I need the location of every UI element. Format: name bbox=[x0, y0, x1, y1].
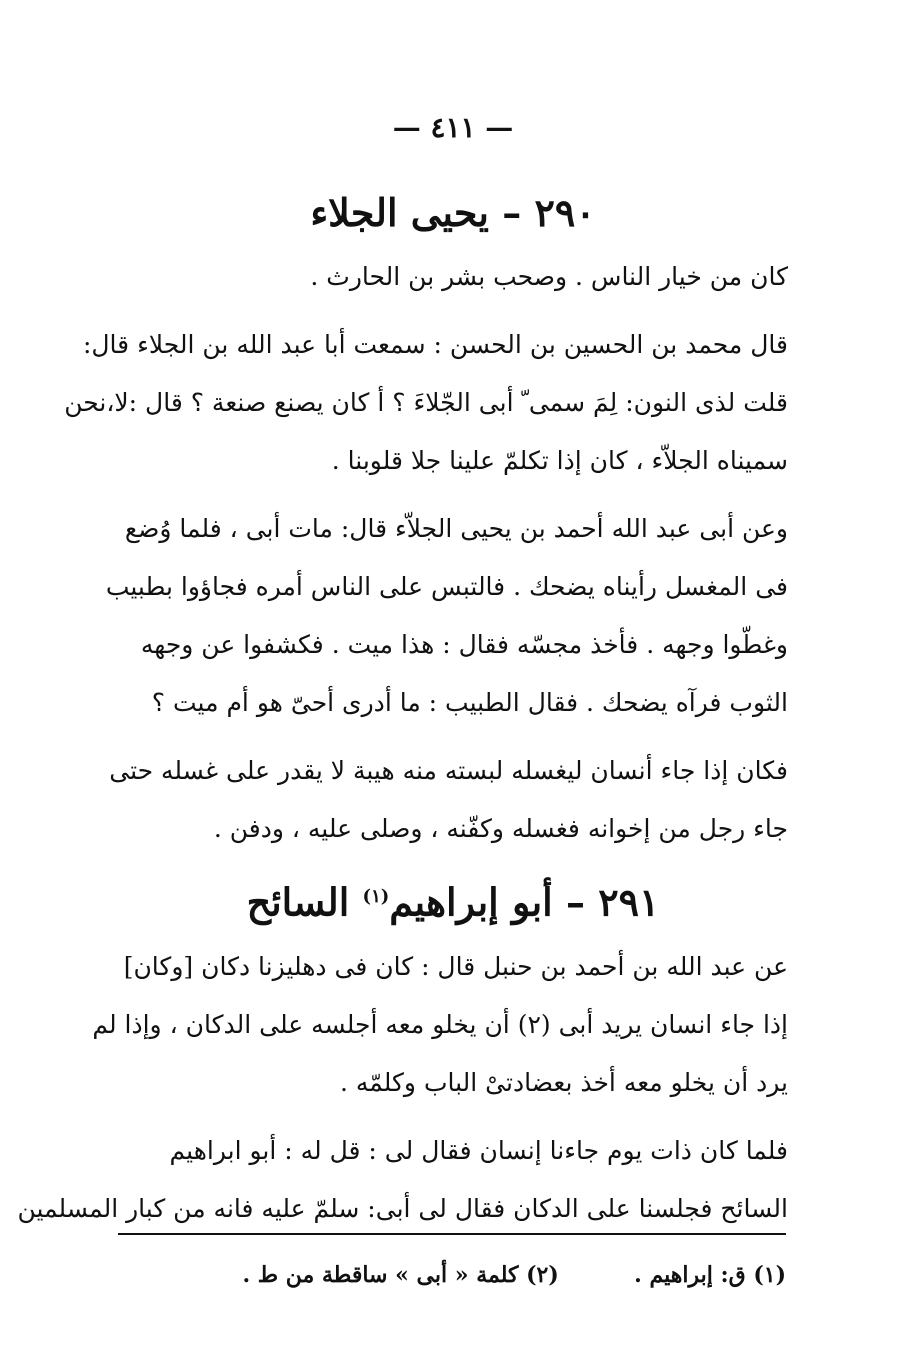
entry-291-paragraph-1 bbox=[92, 938, 788, 1112]
text-line: إذا جاء انسان يريد أبى (٢) أن يخلو معه أجلسه على الدكان ، وإذا لم bbox=[92, 1009, 788, 1039]
footnote-2: (٢) كلمة « أبى » ساقطة من ط . bbox=[242, 1262, 559, 1288]
footnote-marker: (١) bbox=[362, 886, 390, 907]
page-number: — ٤١١ — bbox=[392, 111, 514, 144]
text-line: السائح فجلسنا على الدكان فقال لى أبى: سلمّ عليه فانه من كبار المسلمين bbox=[17, 1193, 788, 1223]
text-line: وغطّوا وجهه . فأخذ مجسّه فقال : هذا ميت . فكشفوا عن وجهه bbox=[140, 630, 788, 659]
entry-290-paragraph-4 bbox=[109, 742, 788, 858]
text-line: فى المغسل رأيناه يضحك . فالتبس على الناس أمره فجاؤوا بطبيب bbox=[105, 572, 788, 601]
footnotes bbox=[118, 1250, 786, 1300]
document-page bbox=[17, 108, 788, 1248]
entry-291-heading-tail: السائح bbox=[246, 879, 350, 925]
entry-290-paragraph-2 bbox=[64, 316, 788, 490]
text-line: سميناه الجلاّء ، كان إذا تكلمّ علينا جلا قلوبنا . bbox=[331, 446, 788, 475]
text-line: يرد أن يخلو معه أخذ بعضادتىْ الباب وكلمّه . bbox=[340, 1067, 788, 1097]
text-line: فلما كان ذات يوم جاءنا إنسان فقال لى : قل له : أبو ابراهيم bbox=[169, 1135, 788, 1165]
footnote-1: (١) ق: إبراهيم . bbox=[634, 1262, 786, 1288]
footnote-divider bbox=[118, 1233, 786, 1235]
text-line: قال محمد بن الحسين بن الحسن : سمعت أبا عبد الله بن الجلاء قال: bbox=[82, 330, 788, 359]
entry-290-heading: ٢٩٠ – يحيى الجلاء bbox=[310, 190, 596, 235]
text-line: كان من خيار الناس . وصحب بشر بن الحارث . bbox=[310, 262, 788, 291]
entry-291-paragraph-2 bbox=[17, 1122, 788, 1238]
entry-290-paragraph-3 bbox=[105, 500, 788, 732]
entry-290-paragraph-1 bbox=[118, 248, 788, 306]
text-line: الثوب فرآه يضحك . فقال الطبيب : ما أدرى أحىّ هو أم ميت ؟ bbox=[151, 688, 788, 717]
entry-291-heading-main: ٢٩١ – أبو إبراهيم bbox=[389, 879, 660, 925]
text-line: فكان إذا جاء أنسان ليغسله لبسته منه هيبة لا يقدر على غسله حتى bbox=[109, 756, 788, 785]
text-line: جاء رجل من إخوانه فغسله وكفّنه ، وصلى عليه ، ودفن . bbox=[213, 814, 788, 843]
text-line: عن عبد الله بن أحمد بن حنبل قال : كان فى دهليزنا دكان [وكان] bbox=[123, 951, 788, 981]
entry-291-heading bbox=[118, 868, 788, 932]
text-line: قلت لذى النون: لِمَ سمى ّ أبى الجّلاءَ ؟ أ كان يصنع صنعة ؟ قال :لا،نحن bbox=[64, 388, 788, 417]
text-line: وعن أبى عبد الله أحمد بن يحيى الجلاّء قال: مات أبى ، فلما وُضع bbox=[124, 514, 788, 543]
